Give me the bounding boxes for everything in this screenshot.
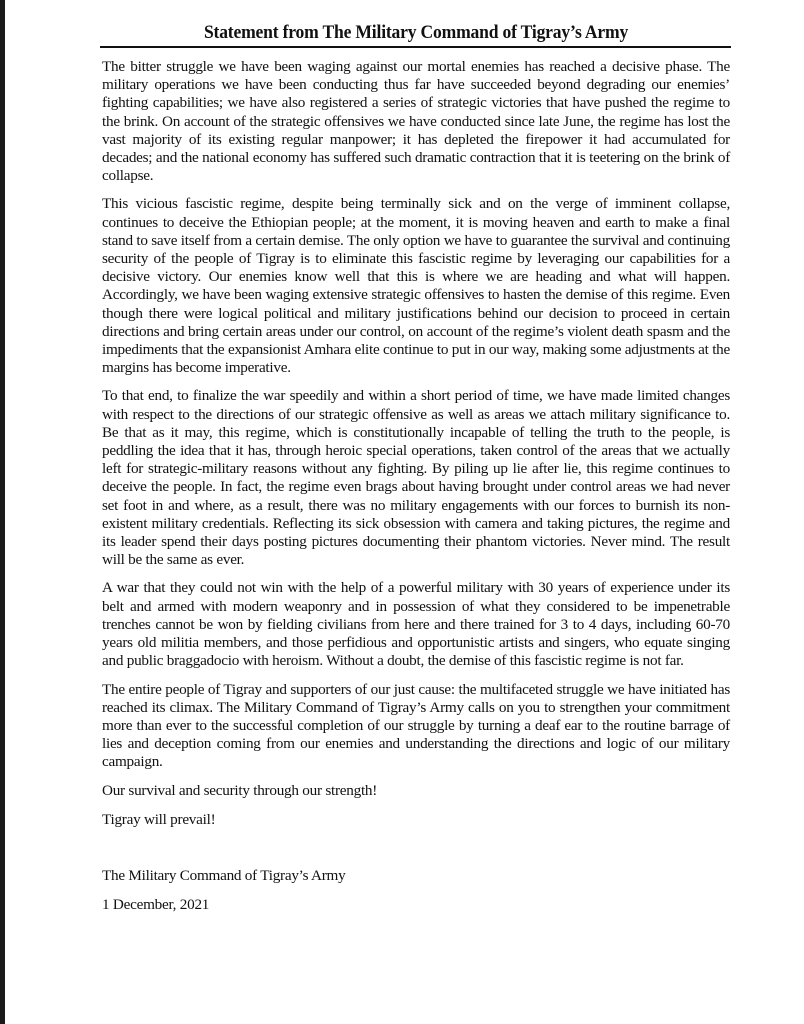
signature-block xyxy=(102,867,730,914)
slogan-tigray-prevail: Tigray will prevail! xyxy=(102,810,216,828)
paragraph-3: To that end, to finalize the war speedily and within a short period of time, we have made limited changes with respect to the directions of our strategic offensive as well as areas we attach military significance to. Be that as it may, this regime, which is constitutionally incapable of telling the truth to the people, is peddling the idea that it has, through heroic special operations, taken control of the areas that we actually left for strategic-military reasons without any fighting. By piling up lie after lie, this regime continues to deceive the people. In fact, the regime even brags about having brought under control areas we had never set foot in and where, as a result, there was no military engagements with our forces to burnish its non-existent military credentials. Reflecting its sick obsession with camera and taking pictures, the regime and its leader spend their days posting pictures documenting their phantom victories. Never mind. The result will be the same as ever. xyxy=(102,387,730,569)
paragraph-1: The bitter struggle we have been waging against our mortal enemies has reached a decisive phase. The military operations we have been conducting thus far have succeeded beyond degrading our enemies’ fighting capabilities; we have also registered a series of strategic victories that have pushed the regime to the brink. On account of the strategic offensives we have conducted since late June, the regime has lost the vast majority of its existing regular manpower; it has depleted the firepower it had accumulated for decades; and the national economy has suffered such dramatic contraction that it is teetering on the brink of collapse. xyxy=(102,58,730,185)
signature-spacer xyxy=(102,840,730,867)
signature-date: 1 December, 2021 xyxy=(102,896,210,914)
title-underline-divider xyxy=(100,46,731,48)
document-body xyxy=(102,58,730,829)
paragraph-5: The entire people of Tigray and supporters of our just cause: the multifaceted struggle we have initiated has reached its climax. The Military Command of Tigray’s Army calls on you to strengthen your commitment more than ever to the successful completion of our struggle by turning a deaf ear to the routine barrage of lies and deception coming from our enemies and understanding the directions and logic of our military campaign. xyxy=(102,680,730,771)
signature-author: The Military Command of Tigray’s Army xyxy=(102,866,346,884)
paragraph-4: A war that they could not win with the help of a powerful military with 30 years of experience under its belt and armed with modern weaponry and in possession of what they considered to be impenetrable trenches cannot be won by fielding civilians from here and there trained for 3 to 4 days, including 60-70 years old militia members, and those perfidious and opportunistic artists and singers, who equate singing and public braggadocio with heroism. Without a doubt, the demise of this fascistic regime is not far. xyxy=(102,579,730,670)
document-page xyxy=(102,0,730,925)
slogan-survival: Our survival and security through our strength! xyxy=(102,781,378,799)
left-page-edge xyxy=(0,0,5,1024)
document-title: Statement from The Military Command of Tigray’s Army xyxy=(203,23,629,43)
paragraph-2: This vicious fascistic regime, despite being terminally sick and on the verge of imminent collapse, continues to deceive the Ethiopian people; at the moment, it is moving heaven and earth to make a final stand to save itself from a certain demise. The only option we have to guarantee the survival and continuing security of the people of Tigray is to eliminate this fascistic regime by leveraging our capabilities for a decisive victory. Our enemies know well that this is where we are heading and what will happen. Accordingly, we have been waging extensive strategic offensives to hasten the demise of this regime. Even though there were logical political and military justifications behind our decision to proceed in certain directions and bring certain areas under our control, on account of the regime’s violent death spasm and the impediments that the expansionist Amhara elite continue to put in our way, making some adjustments at the margins has become imperative. xyxy=(102,195,730,377)
